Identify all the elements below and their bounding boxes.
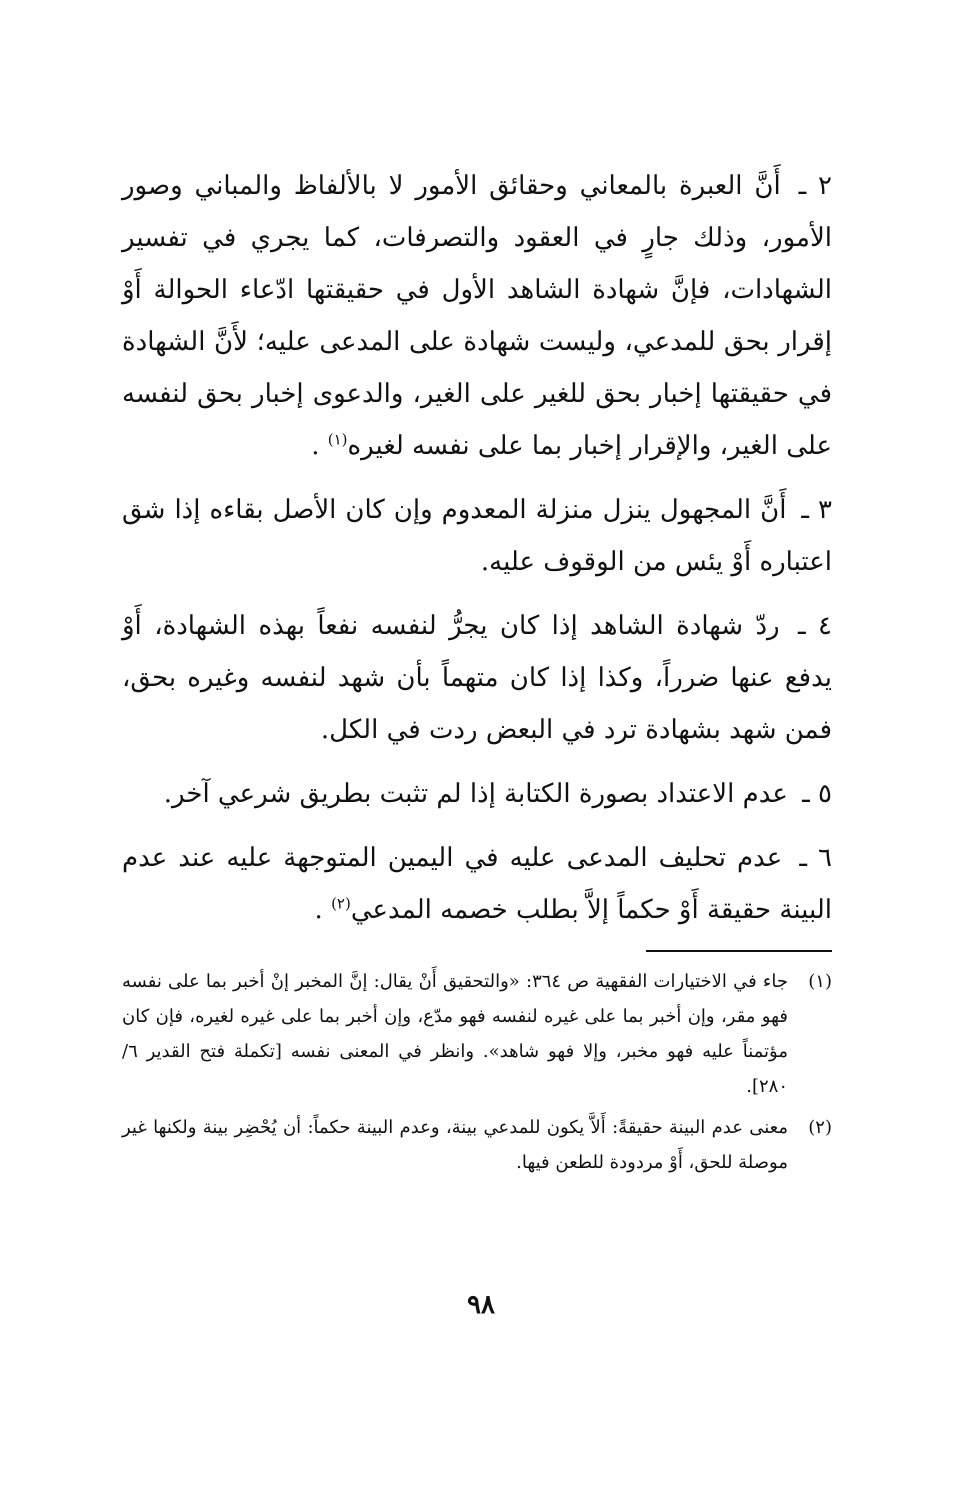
paragraph-5 [122,768,832,820]
footnote-number: (٢) [808,1117,832,1138]
paragraph-number: ٢ ـ [798,171,833,201]
footnote-reference[interactable]: (١) [327,430,348,449]
paragraph-text: ردّ شهادة الشاهد إذا كان يجرُّ لنفسه نفعاً بهذه الشهادة، أَوْ يدفع عنها ضرراً، وكذا إذا كان متهماً بأن شهد لنفسه وغيره بحق، فمن شهد بشهادة ترد في البعض ردت في الكل. [122,611,832,745]
paragraph-text: عدم تحليف المدعى عليه في اليمين المتوجهة عليه عند عدم البينة حقيقة أَوْ حكماً إلاَّ بطلب خصمه المدعي [122,843,832,925]
page-number: ٩٨ [467,1290,495,1320]
paragraph-text: عدم الاعتداد بصورة الكتابة إذا لم تثبت بطريق شرعي آخر. [163,779,788,809]
paragraph-tail: . [314,895,332,925]
footnote-reference[interactable]: (٢) [331,894,351,913]
paragraph-text: أَنَّ العبرة بالمعاني وحقائق الأمور لا بالألفاظ والمباني وصور الأمور، وذلك جارٍ في العقود والتصرفات، كما يجري في تفسير الشهادات، فإنَّ شهادة الشاهد الأول في حقيقتها ادّعاء الحوالة أَوْ إقرار بحق للمدعي، وليست شهادة على المدعى عليه؛ لأَنَّ الشهادة في حقيقتها إخبار بحق للغير على الغير، والدعوى إخبار بحق لنفسه على الغير، والإقرار إخبار بما على نفسه لغيره [122,171,832,461]
footnote-text: معنى عدم البينة حقيقةً: أَلاَّ يكون للمدعي بينة، وعدم البينة حكماً: أن يُحْضِر بينة ولكنها غير موصلة للحق، أَوْ مردودة للطعن فيها. [122,1117,788,1173]
paragraph-6 [122,832,832,936]
paragraph-number: ٥ ـ [802,779,832,809]
footnote-divider [646,950,832,952]
footnote-number: (١) [808,971,832,992]
paragraph-4 [122,600,832,756]
footnote-text: جاء في الاختيارات الفقهية ص ٣٦٤: «والتحقيق أَنْ يقال: إنَّ المخبر إنْ أخبر بما على نفسه فهو مقر، وإن أخبر بما على غيره لنفسه فهو مدّع، وإن أخبر بما على غيره لغيره، فإن كان مؤتمناً عليه فهو مخبر، وإلا فهو شاهد». وانظر في المعنى نفسه [تكملة فتح القدير ٦/ ٢٨٠]. [122,971,789,1097]
paragraph-2 [122,160,832,472]
paragraph-3 [122,484,832,588]
paragraph-text: أَنَّ المجهول ينزل منزلة المعدوم وإن كان الأصل بقاءه إذا شق اعتباره أَوْ يئس من الوقوف عليه. [122,495,832,577]
paragraph-number: ٦ ـ [799,843,833,873]
paragraph-number: ٣ ـ [801,495,832,525]
footnote-1 [122,964,832,1104]
footnote-2 [122,1110,832,1180]
book-page [122,160,832,1186]
paragraph-tail: . [311,431,328,461]
paragraph-number: ٤ ـ [798,611,832,641]
